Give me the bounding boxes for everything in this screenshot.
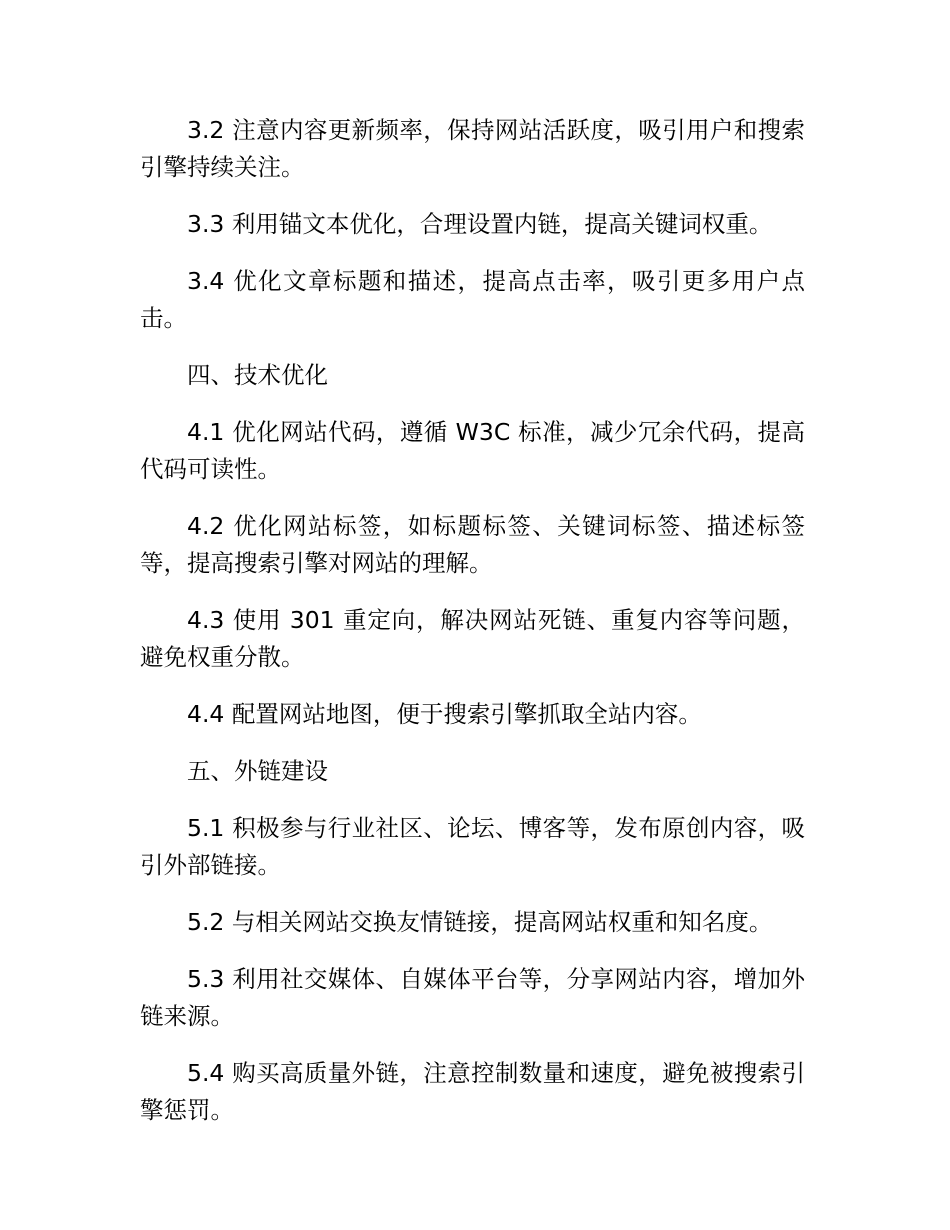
paragraph-4-4: 4.4 配置网站地图，便于搜索引擎抓取全站内容。 [187,700,702,728]
paragraph-5-4: 5.4 购买高质量外链，注意控制数量和速度，避免被搜索引擎惩罚。 [140,1059,805,1124]
paragraph-5-1: 5.1 积极参与行业社区、论坛、博客等，发布原创内容，吸引外部链接。 [140,814,805,879]
paragraph-4-1: 4.1 优化网站代码，遵循 W3C 标准，减少冗余代码，提高代码可读性。 [140,418,805,483]
section-heading-technical-optimization: 四、技术优化 [187,361,328,389]
section-heading-external-links: 五、外链建设 [187,757,328,785]
paragraph-5-3: 5.3 利用社交媒体、自媒体平台等，分享网站内容，增加外链来源。 [140,965,805,1030]
paragraph-3-3: 3.3 利用锚文本优化，合理设置内链，提高关键词权重。 [187,210,773,238]
document-body [140,112,805,1149]
paragraph-4-2: 4.2 优化网站标签，如标题标签、关键词标签、描述标签等，提高搜索引擎对网站的理解。 [140,512,805,577]
paragraph-5-2: 5.2 与相关网站交换友情链接，提高网站权重和知名度。 [187,908,773,936]
paragraph-3-2: 3.2 注意内容更新频率，保持网站活跃度，吸引用户和搜索引擎持续关注。 [140,116,805,181]
paragraph-3-4: 3.4 优化文章标题和描述，提高点击率，吸引更多用户点击。 [140,267,805,332]
paragraph-4-3: 4.3 使用 301 重定向，解决网站死链、重复内容等问题，避免权重分散。 [140,606,805,671]
